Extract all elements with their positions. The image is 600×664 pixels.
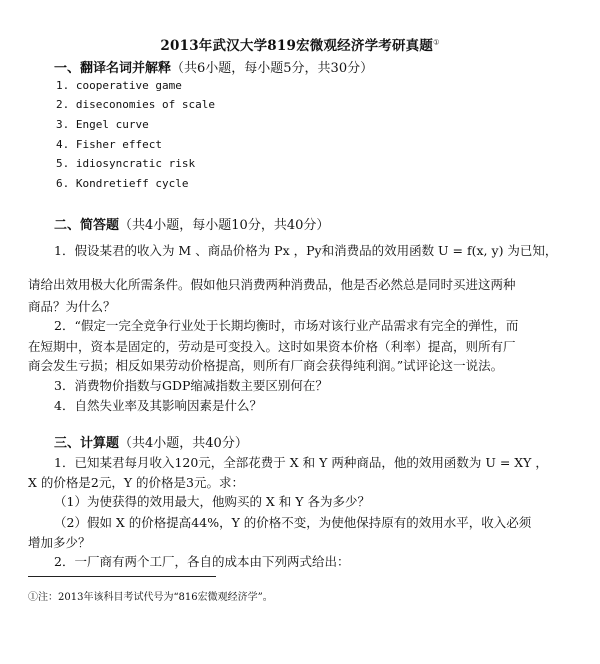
section3-heading <box>54 432 248 451</box>
footnote: ①注：2013年该科目考试代号为“816宏微观经济学”。 <box>28 592 273 603</box>
section3-title: 三、计算题 <box>54 436 120 451</box>
question-line: （2）假如 X 的价格提高44%，Y 的价格不变，为使他保持原有的效用水平，收入必须 <box>54 515 532 530</box>
question-line: 增加多少？ <box>28 535 91 550</box>
question-line: 2．一厂商有两个工厂，各自的成本由下列两式给出： <box>54 554 350 569</box>
question-line: 商会发生亏损；相反如果劳动价格提高，则所有厂商会获得纯利润。”试评论这一说法。 <box>28 358 504 373</box>
term-item: 5. idiosyncratic risk <box>56 157 196 170</box>
question-line: X 的价格是2元，Y 的价格是3元。求： <box>28 475 245 490</box>
title-text: 2013年武汉大学819宏微观经济学考研真题 <box>160 38 434 54</box>
section3-note: （共4小题，共40分） <box>119 436 248 451</box>
section1-note: （共6小题，每小题5分，共30分） <box>171 61 374 76</box>
footnote-divider <box>28 576 216 577</box>
page-title <box>0 34 600 54</box>
question-line: 1．已知某君每月收入120元，全部花费于 X 和 Y 两种商品，他的效用函数为 U = XY ， <box>54 455 548 470</box>
term-item: 1. cooperative game <box>56 79 182 92</box>
term-item: 3. Engel curve <box>56 118 149 131</box>
section1-heading <box>54 57 373 76</box>
section2-note: （共4小题，每小题10分，共40分） <box>119 218 330 233</box>
section2-heading <box>54 214 329 233</box>
section2-title: 二、简答题 <box>54 218 120 233</box>
term-item: 4. Fisher effect <box>56 138 162 151</box>
question-line: 1．假设某君的收入为 M 、商品价格为 Px ，Py和消费品的效用函数 U = f(x, y) 为已知， <box>54 243 558 258</box>
term-item: 2. diseconomies of scale <box>56 98 215 111</box>
question-line: 3．消费物价指数与GDP缩减指数主要区别何在？ <box>54 378 328 393</box>
term-item: 6. Kondretieff cycle <box>56 177 189 190</box>
question-line: （1）为使获得的效用最大，他购买的 X 和 Y 各为多少？ <box>54 494 370 509</box>
question-line: 4．自然失业率及其影响因素是什么？ <box>54 398 262 413</box>
footnote-marker: ① <box>433 38 440 47</box>
question-line: 请给出效用极大化所需条件。假如他只消费两种消费品，他是否必然总是同时买进这两种 <box>28 277 516 292</box>
question-line: 2．“假定一完全竞争行业处于长期均衡时，市场对该行业产品需求有完全的弹性，而 <box>54 318 519 333</box>
section1-title: 一、翻译名词并解释 <box>54 61 172 76</box>
question-line: 商品？为什么？ <box>28 299 116 314</box>
question-line: 在短期中，资本是固定的，劳动是可变投入。这时如果资本价格（利率）提高，则所有厂 <box>28 339 516 354</box>
